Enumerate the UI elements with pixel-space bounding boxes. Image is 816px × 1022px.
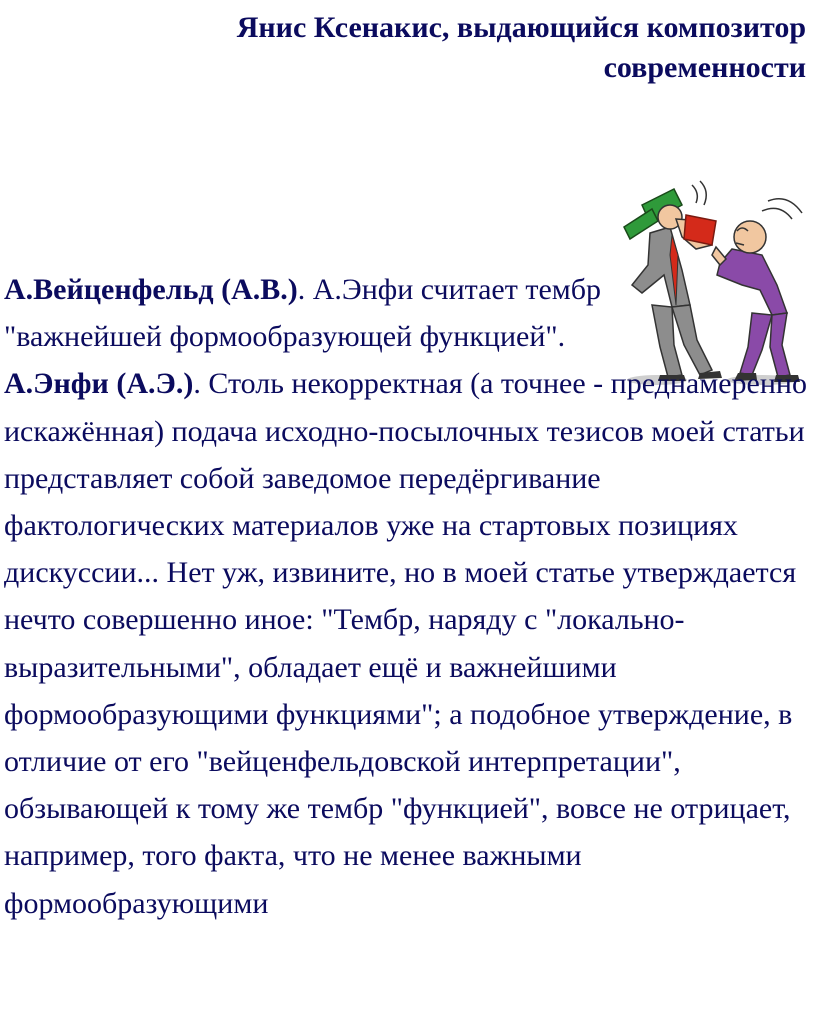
speaker-name: А.Вейценфельд — [4, 273, 214, 306]
speaker-abbr: (А.В.) — [221, 273, 298, 306]
paragraph-text: . А.Энфи считает тембр "важнейшей формообразующей функцией". — [4, 273, 602, 354]
speaker-name: А.Энфи — [4, 367, 109, 401]
dialogue-text — [4, 266, 814, 927]
paragraph-vejcenfeld — [4, 266, 604, 360]
paragraph-enfi — [4, 360, 814, 926]
paragraph-text: . Столь некорректная (а точнее - преднамеренно искажённая) подача исходно-посылочных тезисов моей статьи представляет собой заведомое передёргивание фактологических материалов уже на стартовых позициях дискуссии... Нет уж, извините, но в моей статье утверждается нечто совершенно иное: "Тембр, наряду с "локально-выразительными", обладает ещё и важнейшими формообразующими функциями"; а подобное утверждение, в отличие от его "вейценфельдовской интерпретации", обзывающей к тому же тембр "функцией", вовсе не отрицает, например, того факта, что не менее важными формообразующими — [4, 367, 807, 920]
speaker-abbr: (А.Э.) — [116, 367, 194, 401]
page-title: Янис Ксенакис, выдающийся композитор современности — [236, 11, 806, 84]
